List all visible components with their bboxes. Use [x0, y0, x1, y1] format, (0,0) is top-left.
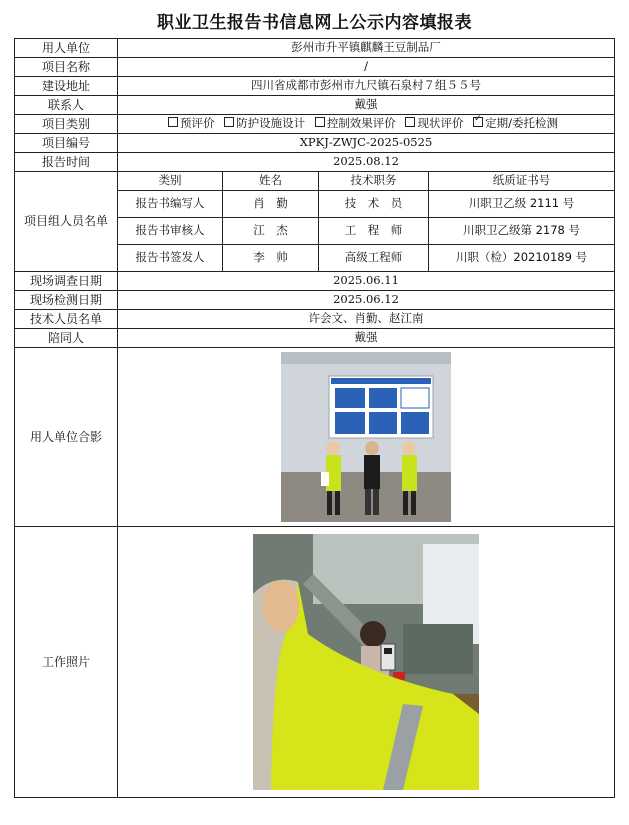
work-photo-cell	[118, 527, 615, 798]
member-name: 江 杰	[223, 218, 319, 245]
row-project-name	[15, 58, 615, 77]
row-address	[15, 77, 615, 96]
row-project-no	[15, 134, 615, 153]
row-project-type	[15, 115, 615, 134]
detect-date-value: 2025.06.12	[118, 291, 615, 310]
row-report-date	[15, 153, 615, 172]
checkbox-icon	[315, 117, 325, 127]
row-group-photo	[15, 348, 615, 527]
member-cert: 川职（检）20210189 号	[429, 245, 615, 272]
employer-value: 彭州市升平镇麒麟王豆制品厂	[118, 39, 615, 58]
member-title: 工 程 师	[319, 218, 429, 245]
report-date-label: 报告时间	[15, 153, 118, 172]
option-status-assessment: 现状评价	[405, 116, 463, 130]
contact-label: 联系人	[15, 96, 118, 115]
checkbox-icon	[224, 117, 234, 127]
row-detect-date	[15, 291, 615, 310]
group-photo-image	[281, 352, 451, 522]
row-employer	[15, 39, 615, 58]
tech-staff-label: 技术人员名单	[15, 310, 118, 329]
option-protection-design: 防护设施设计	[224, 116, 305, 130]
row-companion	[15, 329, 615, 348]
contact-value: 戴强	[118, 96, 615, 115]
row-survey-date	[15, 272, 615, 291]
team-header-cert: 纸质证书号	[429, 172, 615, 191]
work-photo-label: 工作照片	[15, 527, 118, 798]
report-date-value: 2025.08.12	[118, 153, 615, 172]
row-work-photo	[15, 527, 615, 798]
disclosure-form-table	[14, 38, 615, 798]
survey-date-value: 2025.06.11	[118, 272, 615, 291]
option-periodic-detection: ✓ 定期/委托检测	[473, 116, 558, 130]
member-role: 报告书签发人	[118, 245, 223, 272]
project-type-label: 项目类别	[15, 115, 118, 134]
form-title: 职业卫生报告书信息网上公示内容填报表	[157, 13, 472, 33]
address-value: 四川省成都市彭州市九尺镇石泉村７组５５号	[118, 77, 615, 96]
work-photo-image	[253, 534, 479, 790]
row-tech-staff	[15, 310, 615, 329]
team-header-row	[15, 172, 615, 191]
project-no-value: XPKJ-ZWJC-2025-0525	[118, 134, 615, 153]
project-name-label: 项目名称	[15, 58, 118, 77]
companion-label: 陪同人	[15, 329, 118, 348]
option-pre-assessment: 预评价	[168, 116, 215, 130]
member-title: 高级工程师	[319, 245, 429, 272]
option-control-effect: 控制效果评价	[315, 116, 396, 130]
member-title: 技 术 员	[319, 191, 429, 218]
checkbox-icon	[168, 117, 178, 127]
checkbox-icon	[405, 117, 415, 127]
member-cert: 川职卫乙级 2111 号	[429, 191, 615, 218]
checked-checkbox-icon	[473, 117, 483, 127]
team-header-name: 姓名	[223, 172, 319, 191]
member-role: 报告书审核人	[118, 218, 223, 245]
member-name: 肖 勤	[223, 191, 319, 218]
row-contact	[15, 96, 615, 115]
member-cert: 川职卫乙级第 2178 号	[429, 218, 615, 245]
group-photo-label: 用人单位合影	[15, 348, 118, 527]
project-name-value: /	[118, 58, 615, 77]
address-label: 建设地址	[15, 77, 118, 96]
employer-label: 用人单位	[15, 39, 118, 58]
project-type-options	[118, 115, 615, 134]
team-header-title: 技术职务	[319, 172, 429, 191]
detect-date-label: 现场检测日期	[15, 291, 118, 310]
team-header-role: 类别	[118, 172, 223, 191]
survey-date-label: 现场调查日期	[15, 272, 118, 291]
group-photo-cell	[118, 348, 615, 527]
project-no-label: 项目编号	[15, 134, 118, 153]
member-role: 报告书编写人	[118, 191, 223, 218]
companion-value: 戴强	[118, 329, 615, 348]
member-name: 李 帅	[223, 245, 319, 272]
team-label: 项目组人员名单	[15, 172, 118, 272]
tech-staff-value: 许会文、肖勤、赵江南	[118, 310, 615, 329]
